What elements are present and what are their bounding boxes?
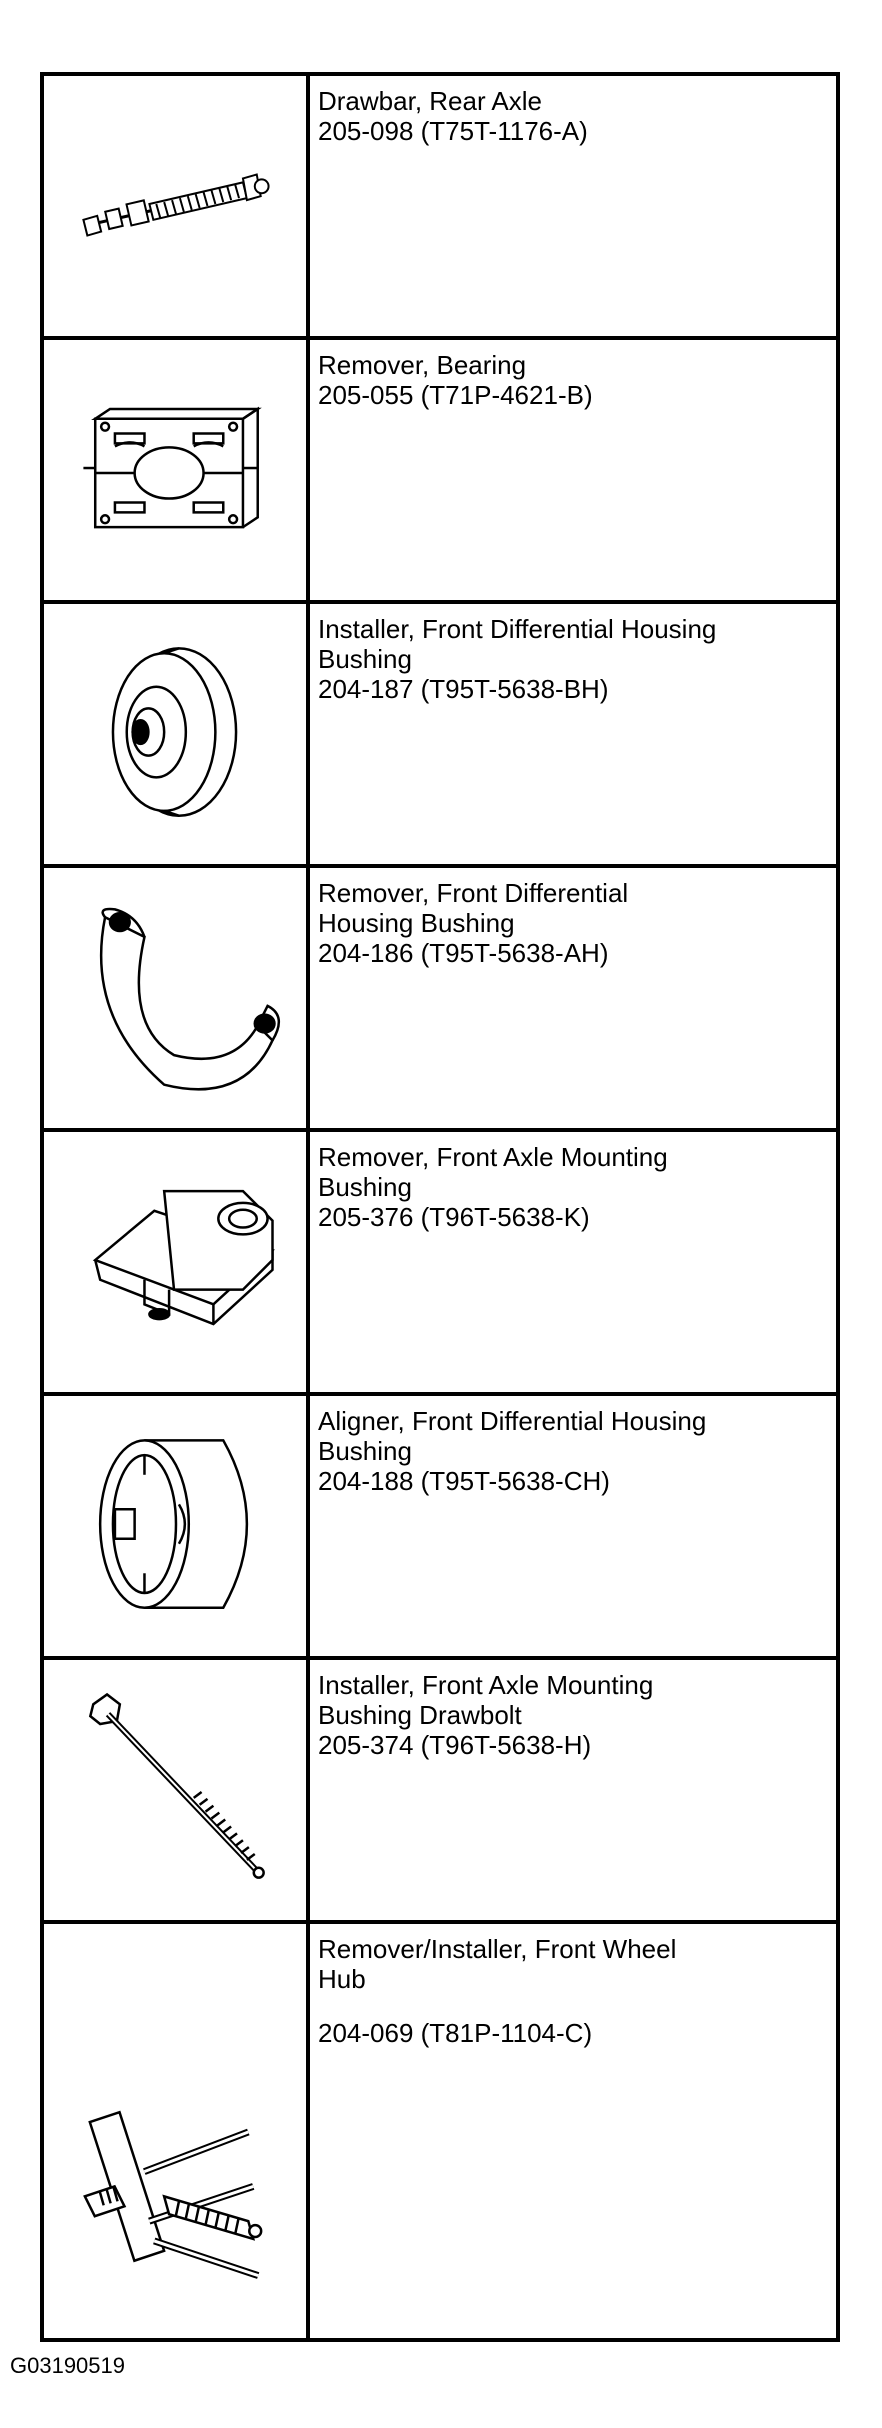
tool-number-line: 205-376 (T96T-5638-K)	[318, 1202, 590, 1232]
tool-image-cell	[42, 1922, 308, 2340]
table-row	[42, 1658, 838, 1922]
tool-name-line: Installer, Front Axle Mounting	[318, 1670, 654, 1700]
tool-description	[308, 1658, 838, 1922]
tool-number-line: 204-186 (T95T-5638-AH)	[318, 938, 609, 968]
tool-name-line: Hub	[318, 1964, 366, 1994]
tool-number-line: 205-098 (T75T-1176-A)	[318, 116, 588, 146]
tool-image-cell	[42, 866, 308, 1130]
tool-image-cell	[42, 1394, 308, 1658]
tool-number-line: 204-187 (T95T-5638-BH)	[318, 674, 609, 704]
bushing-remover-icon	[44, 868, 306, 1128]
text-gap	[318, 1994, 828, 2018]
tool-description	[308, 1394, 838, 1658]
tool-name-line: Housing Bushing	[318, 908, 515, 938]
tool-name-line: Aligner, Front Differential Housing	[318, 1406, 707, 1436]
bearing-remover-icon	[44, 340, 306, 600]
tool-description	[308, 74, 838, 338]
table-row	[42, 338, 838, 602]
tool-description	[308, 1922, 838, 2340]
table-row	[42, 1130, 838, 1394]
table-row	[42, 602, 838, 866]
tool-number-line: 204-188 (T95T-5638-CH)	[318, 1466, 610, 1496]
figure-code: G03190519	[10, 2353, 125, 2378]
bushing-aligner-icon	[44, 1396, 306, 1656]
tool-name-line: Bushing Drawbolt	[318, 1700, 522, 1730]
tool-number-line: 205-055 (T71P-4621-B)	[318, 380, 593, 410]
special-tools-table	[40, 72, 840, 2342]
tool-name-line: Drawbar, Rear Axle	[318, 86, 542, 116]
tool-name-line: Remover, Bearing	[318, 350, 527, 380]
table-row	[42, 1394, 838, 1658]
tool-name-line: Bushing	[318, 1172, 412, 1202]
bushing-installer-icon	[44, 604, 306, 864]
tool-image-cell	[42, 602, 308, 866]
tool-image-cell	[42, 1658, 308, 1922]
tool-name-line: Installer, Front Differential Housing	[318, 614, 717, 644]
tool-name-line: Remover/Installer, Front Wheel	[318, 1934, 677, 1964]
tool-image-cell	[42, 74, 308, 338]
table-row	[42, 866, 838, 1130]
mounting-bushing-remover-icon	[44, 1132, 306, 1392]
table-row	[42, 74, 838, 338]
tool-number-line: 205-374 (T96T-5638-H)	[318, 1730, 592, 1760]
tool-name-line: Remover, Front Axle Mounting	[318, 1142, 668, 1172]
drawbolt-icon	[44, 1660, 306, 1920]
tool-number-line: 204-069 (T81P-1104-C)	[318, 2018, 593, 2048]
tool-description	[308, 338, 838, 602]
table-row	[42, 1922, 838, 2340]
wheel-hub-puller-icon	[44, 1924, 306, 2338]
tool-image-cell	[42, 1130, 308, 1394]
tool-name-line: Remover, Front Differential	[318, 878, 629, 908]
tool-image-cell	[42, 338, 308, 602]
tool-description	[308, 866, 838, 1130]
tool-name-line: Bushing	[318, 1436, 412, 1466]
tool-description	[308, 1130, 838, 1394]
tool-name-line: Bushing	[318, 644, 412, 674]
drawbar-rear-axle-icon	[44, 76, 306, 336]
tool-description	[308, 602, 838, 866]
